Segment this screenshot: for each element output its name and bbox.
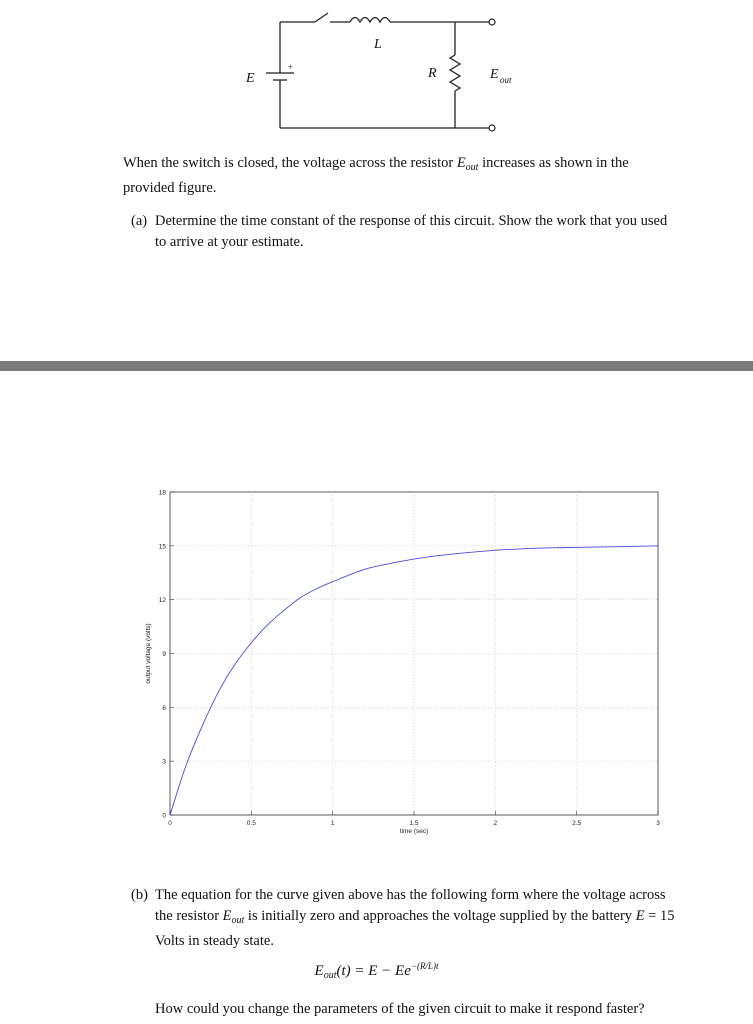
output-label: E — [490, 67, 499, 82]
resistor-symbol — [450, 55, 460, 91]
x-tick-label: 1.5 — [409, 820, 419, 827]
x-tick-label: 3 — [656, 820, 660, 827]
y-tick-label: 3 — [162, 758, 166, 766]
question-a-label: (a) — [131, 213, 148, 229]
inductor-label: L — [374, 37, 382, 52]
voltage-chart — [0, 480, 753, 840]
y-tick-label: 9 — [162, 651, 166, 658]
output-terminal-top — [489, 19, 495, 25]
question-a — [131, 211, 676, 250]
output-label-sub: out — [500, 75, 512, 85]
y-tick-label: 18 — [158, 489, 166, 497]
question-b-text: The equation for the curve given above has the following form where the voltage across the resistor $E_{out}$ is initially zero and approaches the voltage supplied by the battery E = 15 Volts in steady state. — [155, 887, 675, 949]
x-tick-label: 0 — [168, 820, 172, 827]
resistor-label: R — [428, 66, 437, 81]
question-b — [131, 885, 676, 949]
intro-paragraph: When the switch is closed, the voltage across the resistor $E_{out}$ increases as shown in the provided figure. — [123, 155, 629, 196]
y-tick-label: 12 — [158, 597, 166, 605]
x-tick-label: 2.5 — [572, 820, 582, 827]
switch — [315, 13, 328, 22]
battery-label: E — [246, 71, 255, 86]
question-b-label: (b) — [131, 887, 148, 903]
x-tick-label: 2 — [493, 820, 498, 827]
y-tick-label: 15 — [158, 543, 166, 551]
x-tick-label: 0.5 — [246, 820, 256, 827]
response-equation: $E_{out}(t) = E - Ee^{-(R/L)t}$ — [314, 961, 439, 981]
y-tick-label: 0 — [162, 812, 166, 820]
section-divider — [0, 361, 753, 371]
inductor-symbol — [350, 18, 390, 23]
y-axis-label: output voltage (volts) — [145, 623, 152, 684]
y-tick-label: 6 — [162, 704, 166, 712]
plus-sign: + — [288, 62, 294, 72]
output-terminal-bottom — [489, 125, 495, 131]
x-axis-label: time (sec) — [399, 828, 429, 835]
question-a-text: Determine the time constant of the response of this circuit. Show the work that you used to arrive at your estimate. — [155, 213, 668, 250]
x-tick-label: 1 — [330, 820, 335, 827]
circuit-diagram — [0, 0, 753, 140]
